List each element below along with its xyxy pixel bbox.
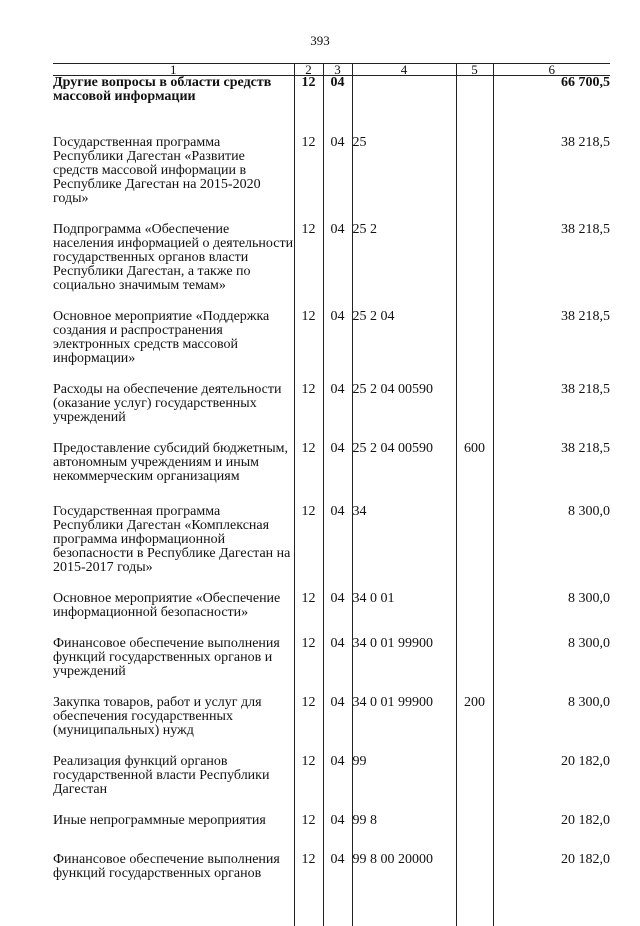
budget-table <box>53 63 610 926</box>
column-header: 5 <box>456 64 493 76</box>
empty-cell <box>53 900 294 926</box>
item-name: Предоставление субсидий бюджетным, автономным учреждениям и иным некоммерческим организациям <box>53 425 294 488</box>
item-name: Финансовое обеспечение выполнения функций государственных органов и учреждений <box>53 620 294 679</box>
column-header: 6 <box>493 64 610 76</box>
section-code: 12 <box>294 293 323 366</box>
empty-cell <box>294 900 323 926</box>
section-code: 12 <box>294 366 323 425</box>
amount: 8 300,0 <box>493 575 610 620</box>
table-row <box>53 575 610 620</box>
expense-type-code <box>456 738 493 797</box>
table-row <box>53 366 610 425</box>
target-article-code: 25 2 04 <box>352 293 456 366</box>
section-code: 12 <box>294 425 323 488</box>
amount: 66 700,5 <box>493 76 610 120</box>
subsection-code: 04 <box>323 679 352 738</box>
table-row <box>53 76 610 120</box>
section-code: 12 <box>294 76 323 120</box>
table-row <box>53 797 610 836</box>
amount: 20 182,0 <box>493 836 610 900</box>
subsection-code: 04 <box>323 76 352 120</box>
column-header: 1 <box>53 64 294 76</box>
subsection-code: 04 <box>323 206 352 293</box>
target-article-code <box>352 76 456 120</box>
subsection-code: 04 <box>323 293 352 366</box>
subsection-code: 04 <box>323 575 352 620</box>
section-code: 12 <box>294 797 323 836</box>
subsection-code: 04 <box>323 366 352 425</box>
expense-type-code <box>456 293 493 366</box>
page-number: 393 <box>0 33 640 49</box>
amount: 38 218,5 <box>493 206 610 293</box>
expense-type-code <box>456 76 493 120</box>
section-code: 12 <box>294 836 323 900</box>
empty-cell <box>323 900 352 926</box>
item-name: Расходы на обеспечение деятельности (оказание услуг) государственных учреждений <box>53 366 294 425</box>
empty-cell <box>493 900 610 926</box>
column-header: 2 <box>294 64 323 76</box>
amount: 38 218,5 <box>493 366 610 425</box>
amount: 38 218,5 <box>493 293 610 366</box>
subsection-code: 04 <box>323 425 352 488</box>
item-name: Другие вопросы в области средств массовой информации <box>53 76 294 120</box>
table-body <box>53 76 610 926</box>
column-header: 4 <box>352 64 456 76</box>
target-article-code: 34 <box>352 488 456 575</box>
table-row <box>53 679 610 738</box>
item-name: Подпрограмма «Обеспечение населения информацией о деятельности государственных органов власти Республики Дагестан, а также по социально значимым темам» <box>53 206 294 293</box>
table-row <box>53 425 610 488</box>
section-code: 12 <box>294 206 323 293</box>
expense-type-code <box>456 620 493 679</box>
item-name: Основное мероприятие «Поддержка создания и распространения электронных средств массовой информации» <box>53 293 294 366</box>
target-article-code: 25 <box>352 119 456 206</box>
item-name: Государственная программа Республики Дагестан «Развитие средств массовой информации в Республике Дагестан на 2015-2020 годы» <box>53 119 294 206</box>
item-name: Реализация функций органов государственной власти Республики Дагестан <box>53 738 294 797</box>
amount: 38 218,5 <box>493 425 610 488</box>
section-code: 12 <box>294 679 323 738</box>
section-code: 12 <box>294 575 323 620</box>
section-code: 12 <box>294 738 323 797</box>
table-header <box>53 64 610 76</box>
target-article-code: 99 8 00 20000 <box>352 836 456 900</box>
section-code: 12 <box>294 119 323 206</box>
empty-cell <box>456 900 493 926</box>
amount: 38 218,5 <box>493 119 610 206</box>
subsection-code: 04 <box>323 119 352 206</box>
table-row <box>53 488 610 575</box>
subsection-code: 04 <box>323 738 352 797</box>
item-name: Государственная программа Республики Дагестан «Комплексная программа информационной безопасности в Республике Дагестан на 2015-2017 годы» <box>53 488 294 575</box>
target-article-code: 34 0 01 99900 <box>352 679 456 738</box>
table-filler-row <box>53 900 610 926</box>
expense-type-code <box>456 836 493 900</box>
item-name: Иные непрограммные мероприятия <box>53 797 294 836</box>
amount: 20 182,0 <box>493 797 610 836</box>
expense-type-code <box>456 575 493 620</box>
subsection-code: 04 <box>323 488 352 575</box>
section-code: 12 <box>294 488 323 575</box>
subsection-code: 04 <box>323 836 352 900</box>
empty-cell <box>352 900 456 926</box>
header-row <box>53 64 610 76</box>
expense-type-code: 200 <box>456 679 493 738</box>
target-article-code: 34 0 01 <box>352 575 456 620</box>
expense-type-code <box>456 366 493 425</box>
subsection-code: 04 <box>323 797 352 836</box>
table-row <box>53 620 610 679</box>
subsection-code: 04 <box>323 620 352 679</box>
target-article-code: 25 2 04 00590 <box>352 366 456 425</box>
item-name: Основное мероприятие «Обеспечение информационной безопасности» <box>53 575 294 620</box>
amount: 8 300,0 <box>493 679 610 738</box>
table-row <box>53 738 610 797</box>
section-code: 12 <box>294 620 323 679</box>
table-row <box>53 836 610 900</box>
expense-type-code <box>456 119 493 206</box>
target-article-code: 34 0 01 99900 <box>352 620 456 679</box>
expense-type-code: 600 <box>456 425 493 488</box>
amount: 8 300,0 <box>493 488 610 575</box>
item-name: Финансовое обеспечение выполнения функций государственных органов <box>53 836 294 900</box>
expense-type-code <box>456 206 493 293</box>
amount: 20 182,0 <box>493 738 610 797</box>
column-header: 3 <box>323 64 352 76</box>
table-row <box>53 206 610 293</box>
table-row <box>53 119 610 206</box>
target-article-code: 99 8 <box>352 797 456 836</box>
amount: 8 300,0 <box>493 620 610 679</box>
target-article-code: 25 2 04 00590 <box>352 425 456 488</box>
expense-type-code <box>456 488 493 575</box>
target-article-code: 25 2 <box>352 206 456 293</box>
expense-type-code <box>456 797 493 836</box>
table-row <box>53 293 610 366</box>
item-name: Закупка товаров, работ и услуг для обеспечения государственных (муниципальных) нужд <box>53 679 294 738</box>
target-article-code: 99 <box>352 738 456 797</box>
